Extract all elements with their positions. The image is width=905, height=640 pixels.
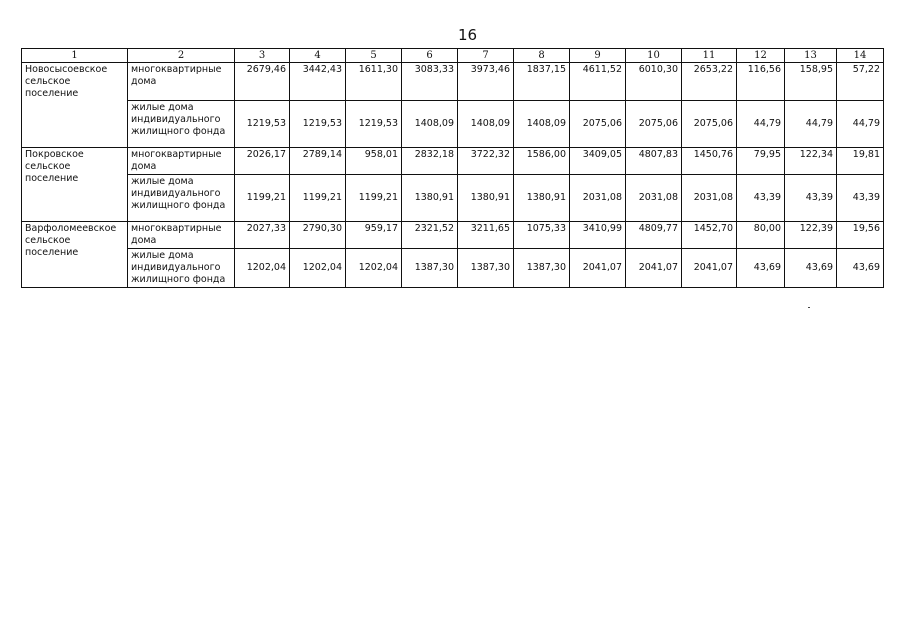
column-number-11: 11 [682, 49, 737, 63]
value-cell: 1387,30 [514, 249, 570, 288]
value-cell: 116,56 [737, 63, 785, 101]
column-number-7: 7 [458, 49, 514, 63]
value-cell: 2790,30 [290, 222, 346, 249]
value-cell: 43,69 [837, 249, 884, 288]
value-cell: 2075,06 [626, 101, 682, 148]
column-number-9: 9 [570, 49, 626, 63]
value-cell: 1450,76 [682, 148, 737, 175]
column-number-13: 13 [785, 49, 837, 63]
settlement-name: Новосысоевское сельское поселение [22, 63, 128, 148]
value-cell: 1199,21 [346, 175, 402, 222]
value-cell: 44,79 [737, 101, 785, 148]
value-cell: 958,01 [346, 148, 402, 175]
value-cell: 1202,04 [235, 249, 290, 288]
value-cell: 1586,00 [514, 148, 570, 175]
value-cell: 57,22 [837, 63, 884, 101]
value-cell: 1387,30 [402, 249, 458, 288]
value-cell: 2041,07 [626, 249, 682, 288]
column-number-1: 1 [22, 49, 128, 63]
value-cell: 19,56 [837, 222, 884, 249]
value-cell: 44,79 [837, 101, 884, 148]
table-row [22, 175, 884, 222]
value-cell: 43,69 [737, 249, 785, 288]
value-cell: 4807,83 [626, 148, 682, 175]
value-cell: 2832,18 [402, 148, 458, 175]
tariff-table [21, 48, 884, 288]
value-cell: 1611,30 [346, 63, 402, 101]
value-cell: 43,39 [737, 175, 785, 222]
housing-type: жилые дома индивидуального жилищного фонда [128, 175, 235, 222]
value-cell: 1380,91 [458, 175, 514, 222]
housing-type: многоквартирные дома [128, 148, 235, 175]
value-cell: 1380,91 [514, 175, 570, 222]
value-cell: 2653,22 [682, 63, 737, 101]
value-cell: 1219,53 [235, 101, 290, 148]
value-cell: 79,95 [737, 148, 785, 175]
value-cell: 3409,05 [570, 148, 626, 175]
value-cell: 1075,33 [514, 222, 570, 249]
value-cell: 1380,91 [402, 175, 458, 222]
value-cell: 3722,32 [458, 148, 514, 175]
value-cell: 2075,06 [570, 101, 626, 148]
settlement-name: Варфоломеевское сельское поселение [22, 222, 128, 288]
value-cell: 1408,09 [514, 101, 570, 148]
value-cell: 44,79 [785, 101, 837, 148]
value-cell: 122,39 [785, 222, 837, 249]
value-cell: 3083,33 [402, 63, 458, 101]
value-cell: 1202,04 [346, 249, 402, 288]
value-cell: 3211,65 [458, 222, 514, 249]
value-cell: 2026,17 [235, 148, 290, 175]
table-row [22, 63, 884, 101]
value-cell: 4611,52 [570, 63, 626, 101]
value-cell: 2031,08 [570, 175, 626, 222]
value-cell: 1387,30 [458, 249, 514, 288]
value-cell: 1408,09 [458, 101, 514, 148]
value-cell: 2041,07 [570, 249, 626, 288]
value-cell: 1408,09 [402, 101, 458, 148]
housing-type: многоквартирные дома [128, 63, 235, 101]
column-number-5: 5 [346, 49, 402, 63]
value-cell: 3442,43 [290, 63, 346, 101]
page-number: 16 [457, 26, 478, 44]
value-cell: 1199,21 [235, 175, 290, 222]
value-cell: 80,00 [737, 222, 785, 249]
column-number-8: 8 [514, 49, 570, 63]
value-cell: 2789,14 [290, 148, 346, 175]
value-cell: 1199,21 [290, 175, 346, 222]
value-cell: 2041,07 [682, 249, 737, 288]
value-cell: 959,17 [346, 222, 402, 249]
value-cell: 1219,53 [290, 101, 346, 148]
column-number-14: 14 [837, 49, 884, 63]
value-cell: 2321,52 [402, 222, 458, 249]
value-cell: 2031,08 [626, 175, 682, 222]
column-number-2: 2 [128, 49, 235, 63]
table-row [22, 222, 884, 249]
column-number-10: 10 [626, 49, 682, 63]
table-row [22, 148, 884, 175]
housing-type: жилые дома индивидуального жилищного фонда [128, 249, 235, 288]
column-number-6: 6 [402, 49, 458, 63]
table-row [22, 101, 884, 148]
value-cell: 2679,46 [235, 63, 290, 101]
column-number-4: 4 [290, 49, 346, 63]
value-cell: 1219,53 [346, 101, 402, 148]
column-number-3: 3 [235, 49, 290, 63]
settlement-name: Покровское сельское поселение [22, 148, 128, 222]
column-number-row [22, 49, 884, 63]
value-cell: 3973,46 [458, 63, 514, 101]
value-cell: 43,39 [837, 175, 884, 222]
value-cell: 122,34 [785, 148, 837, 175]
value-cell: 43,69 [785, 249, 837, 288]
value-cell: 2027,33 [235, 222, 290, 249]
value-cell: 2075,06 [682, 101, 737, 148]
value-cell: 1202,04 [290, 249, 346, 288]
value-cell: 43,39 [785, 175, 837, 222]
value-cell: 2031,08 [682, 175, 737, 222]
value-cell: 19,81 [837, 148, 884, 175]
table-row [22, 249, 884, 288]
value-cell: 1837,15 [514, 63, 570, 101]
value-cell: 4809,77 [626, 222, 682, 249]
column-number-12: 12 [737, 49, 785, 63]
value-cell: 3410,99 [570, 222, 626, 249]
value-cell: 158,95 [785, 63, 837, 101]
value-cell: 1452,70 [682, 222, 737, 249]
housing-type: многоквартирные дома [128, 222, 235, 249]
stray-dot [808, 307, 810, 308]
value-cell: 6010,30 [626, 63, 682, 101]
housing-type: жилые дома индивидуального жилищного фонда [128, 101, 235, 148]
